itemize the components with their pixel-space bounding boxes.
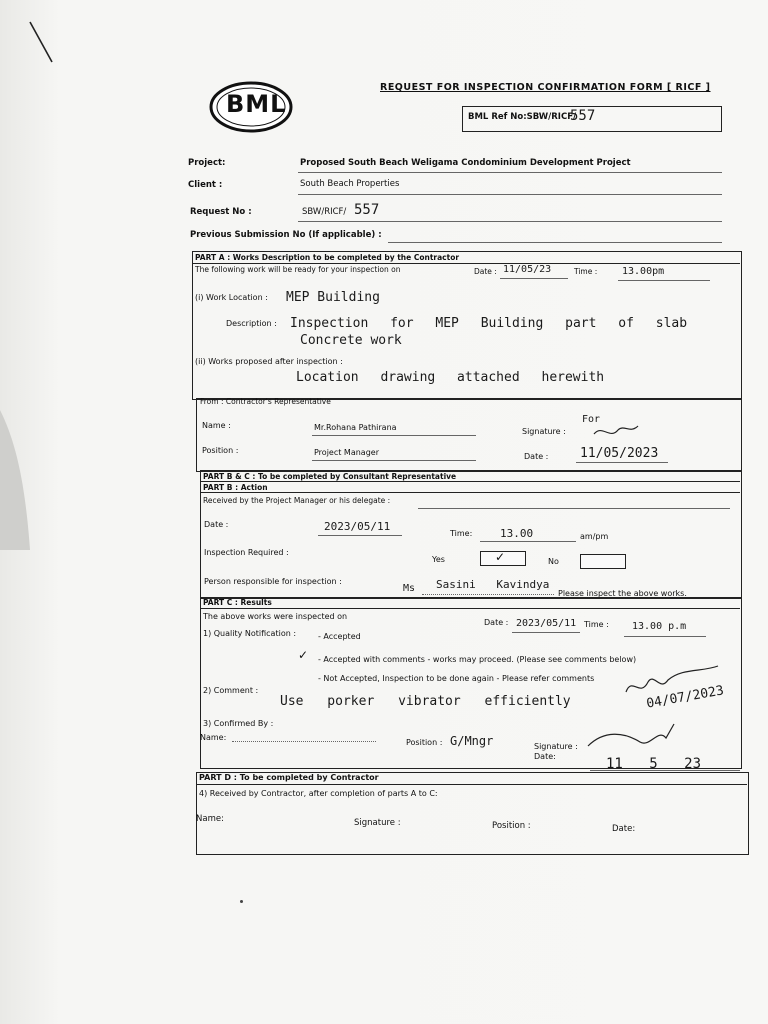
works-proposed-label: (ii) Works proposed after inspection : [195, 357, 343, 366]
ampm-label: am/pm [580, 532, 609, 541]
quality-label: 1) Quality Notification : [203, 629, 297, 638]
confirmed-date-label: Date: [534, 752, 556, 761]
request-prefix: SBW/RICF/ [302, 207, 347, 217]
b-date-value: 2023/05/11 [324, 520, 391, 533]
person-value: Sasini Kavindya [436, 578, 550, 591]
quality-opt-accepted: - Accepted [318, 632, 361, 641]
form-title: REQUEST FOR INSPECTION CONFIRMATION FORM [ RICF ] [380, 82, 711, 93]
part-d-heading: PART D : To be completed by Contractor [199, 773, 379, 782]
part-a-time-value: 13.00pm [622, 266, 665, 277]
part-c-heading: PART C : Results [203, 598, 272, 607]
part-bc-heading: PART B & C : To be completed by Consultant Representative [203, 472, 457, 481]
part-d-received-text: 4) Received by Contractor, after completion of parts A to C: [199, 789, 438, 798]
handwritten-date: 04/07/2023 [645, 683, 725, 712]
prev-submission-line [388, 242, 722, 243]
person-suffix: Please inspect the above works. [558, 589, 687, 598]
page-edge-shadow [0, 410, 40, 550]
part-b-heading: PART B : Action [203, 483, 268, 492]
request-label: Request No : [190, 207, 252, 217]
part-a-time-label: Time : [574, 267, 598, 276]
confirmed-position-value: G/Mngr [450, 734, 494, 748]
part-a-heading: PART A : Works Description to be completed by the Contractor [195, 253, 460, 262]
c-time-value: 13.00 p.m [632, 621, 687, 632]
no-label: No [548, 557, 559, 566]
part-d-date-label: Date: [612, 824, 636, 834]
no-checkbox[interactable] [580, 554, 626, 569]
rep-date-label: Date : [524, 452, 549, 461]
person-responsible-label: Person responsible for inspection : [204, 577, 342, 586]
confirmed-date-value: 11 5 23 [606, 756, 702, 772]
ref-label: BML Ref No:SBW/RICF/ [468, 112, 577, 122]
project-line [298, 172, 722, 173]
client-value: South Beach Properties [300, 179, 400, 189]
quality-opt-accepted-comments: - Accepted with comments - works may proceed. (Please see comments below) [318, 655, 637, 664]
confirmed-by-label: 3) Confirmed By : [203, 719, 274, 728]
rep-position-label: Position : [202, 446, 239, 455]
rep-date-value: 11/05/2023 [580, 446, 659, 461]
c-date-label: Date : [484, 618, 509, 627]
rep-signature-value: For [582, 414, 601, 425]
yes-label: Yes [432, 555, 445, 564]
description-line-2: Concrete work [300, 333, 402, 348]
part-a-date-value: 11/05/23 [503, 264, 552, 275]
quality-opt-not-accepted: - Not Accepted, Inspection to be done again - Please refer comments [318, 674, 595, 683]
ref-value: 557 [570, 108, 596, 124]
c-time-label: Time : [584, 620, 609, 629]
quality-opt2-check: ✓ [298, 648, 309, 662]
project-value: Proposed South Beach Weligama Condominium Development Project [300, 158, 631, 168]
works-proposed-value: Location drawing attached herewith [296, 370, 605, 385]
person-prefix: Ms [403, 583, 416, 594]
from-label: From : Contractor's Representative [200, 397, 331, 406]
pen-mark [28, 20, 58, 70]
received-text: Received by the Project Manager or his delegate : [203, 496, 391, 505]
part-a-date-label: Date : [474, 267, 497, 276]
project-label: Project: [188, 158, 226, 168]
confirmed-signature-label: Signature : [534, 742, 578, 751]
client-label: Client : [188, 180, 223, 190]
description-line-1: Inspection for MEP Building part of slab [290, 316, 688, 331]
rep-name-value: Mr.Rohana Pathirana [314, 423, 397, 432]
yes-check-mark: ✓ [495, 550, 506, 564]
b-time-value: 13.00 [500, 527, 534, 540]
part-d-name-label: Name: [196, 814, 224, 824]
request-line [298, 221, 722, 222]
comment-value: Use porker vibrator efficiently [280, 694, 571, 709]
description-label: Description : [226, 319, 277, 328]
part-d-signature-label: Signature : [354, 818, 401, 828]
c-date-value: 2023/05/11 [516, 618, 577, 629]
ready-text: The following work will be ready for your inspection on [195, 265, 401, 274]
rep-signature-scribble [592, 420, 642, 444]
logo-text: BML [226, 90, 287, 118]
rep-position-value: Project Manager [314, 448, 379, 457]
speck [240, 900, 243, 903]
b-date-label: Date : [204, 520, 229, 529]
comment-label: 2) Comment : [203, 686, 259, 695]
part-d-position-label: Position : [492, 821, 531, 831]
rep-name-label: Name : [202, 421, 231, 430]
confirmed-name-label: Name: [200, 733, 227, 742]
client-line [298, 194, 722, 195]
prev-submission-label: Previous Submission No (If applicable) : [190, 230, 382, 240]
request-value: 557 [354, 202, 380, 218]
rep-signature-label: Signature : [522, 427, 566, 436]
inspection-required-label: Inspection Required : [204, 548, 289, 557]
work-location-value: MEP Building [286, 290, 380, 305]
b-time-label: Time: [450, 529, 473, 538]
confirmed-position-label: Position : [406, 738, 443, 747]
inspected-text: The above works were inspected on [203, 612, 348, 621]
work-location-label: (i) Work Location : [195, 293, 268, 302]
